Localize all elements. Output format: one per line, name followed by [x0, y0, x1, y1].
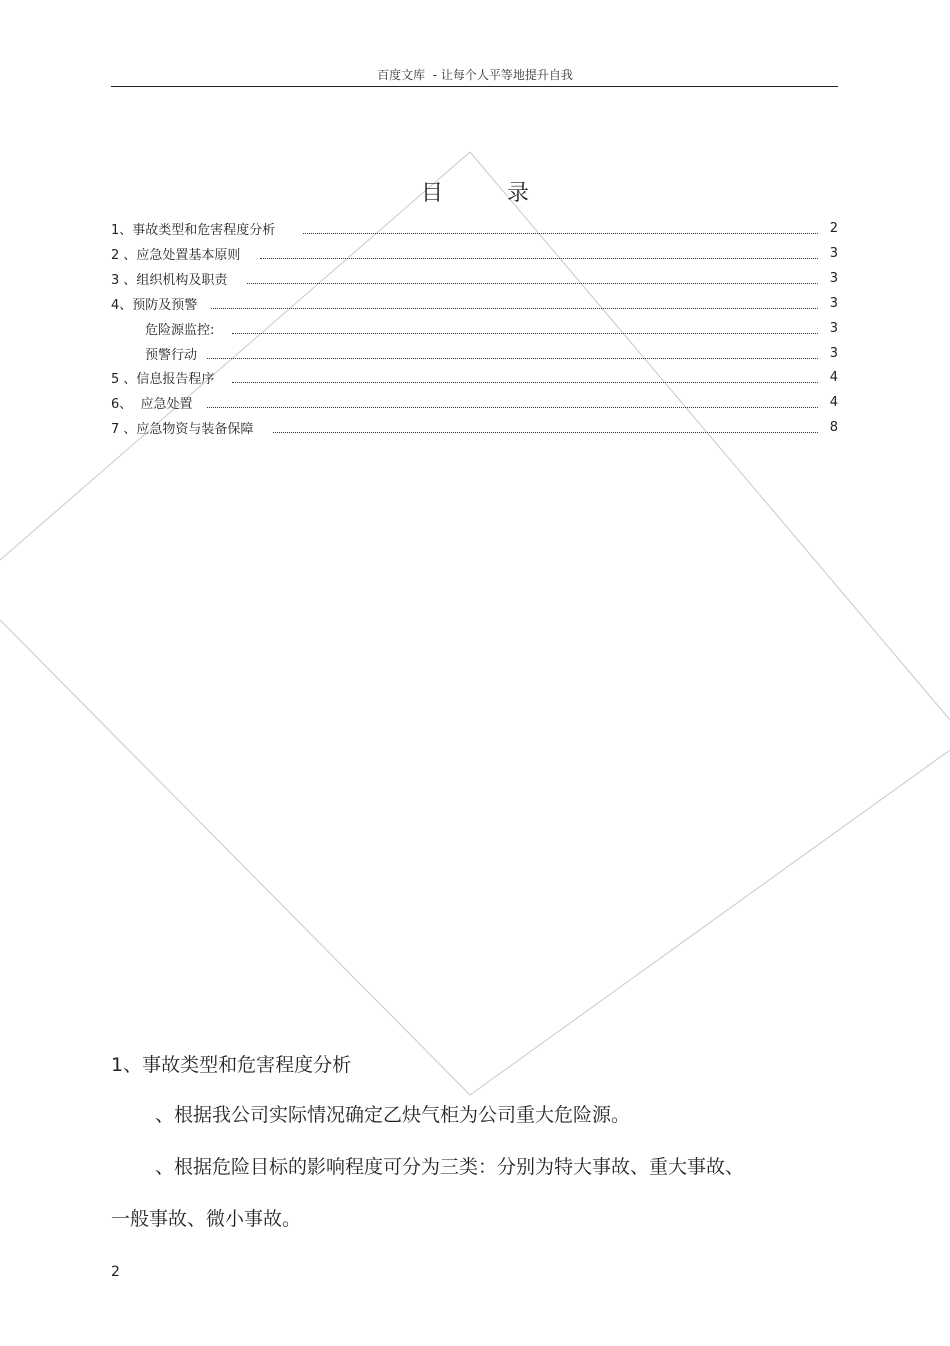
- toc-leader-dots: [211, 308, 818, 309]
- toc-entry-page: 3: [829, 295, 838, 311]
- toc-entry-label: 7 、应急物资与装备保障: [111, 421, 254, 437]
- toc-entry-page: 8: [829, 419, 838, 435]
- toc-entry[interactable]: [145, 342, 838, 364]
- toc-entry-label: 6、 应急处置: [111, 396, 193, 412]
- page-number: 2: [111, 1264, 120, 1280]
- toc-leader-dots: [260, 258, 818, 259]
- toc-entry[interactable]: [111, 366, 838, 388]
- toc-entry-page: 3: [829, 320, 838, 336]
- toc-leader-dots: [247, 283, 818, 284]
- toc-leader-dots: [303, 233, 818, 234]
- toc-entry-label: 5 、信息报告程序: [111, 371, 215, 387]
- toc-entry[interactable]: [111, 292, 838, 314]
- body-paragraph: 、根据我公司实际情况确定乙炔气柜为公司重大危险源。: [155, 1104, 631, 1126]
- toc-entry[interactable]: [111, 267, 838, 289]
- toc-entry-page: 2: [829, 220, 838, 236]
- toc-entry[interactable]: [111, 242, 838, 264]
- toc-leader-dots: [232, 382, 818, 383]
- toc-entry-label: 1、事故类型和危害程度分析: [111, 222, 276, 238]
- header-rule: [111, 86, 838, 87]
- page-header: 百度文库 - 让每个人平等地提升自我: [377, 68, 573, 82]
- toc-leader-dots: [273, 432, 818, 433]
- toc-entry-page: 4: [829, 394, 838, 410]
- toc-entry-label: 预警行动: [145, 347, 198, 363]
- toc-entry-page: 3: [829, 270, 838, 286]
- toc-entry-label: 危险源监控:: [145, 322, 215, 338]
- toc-entry[interactable]: [111, 416, 838, 438]
- toc-leader-dots: [207, 407, 818, 408]
- body-paragraph-continuation: 一般事故、微小事故。: [111, 1208, 302, 1230]
- toc-entry-label: 2 、应急处置基本原则: [111, 247, 241, 263]
- section-heading: 1、事故类型和危害程度分析: [111, 1054, 352, 1076]
- toc-entry-label: 3 、组织机构及职责: [111, 272, 228, 288]
- toc-entry-page: 4: [829, 369, 838, 385]
- toc-entry-page: 3: [829, 245, 838, 261]
- toc-leader-dots: [207, 358, 818, 359]
- toc-entry[interactable]: [111, 217, 838, 239]
- toc-leader-dots: [232, 333, 818, 334]
- body-paragraph: 、根据危险目标的影响程度可分为三类：分别为特大事故、重大事故、: [155, 1156, 745, 1178]
- toc-entry[interactable]: [111, 391, 838, 413]
- toc-entry-label: 4、预防及预警: [111, 297, 198, 313]
- toc-entry[interactable]: [145, 317, 838, 339]
- toc-entry-page: 3: [829, 345, 838, 361]
- toc-title: 目录: [420, 181, 593, 206]
